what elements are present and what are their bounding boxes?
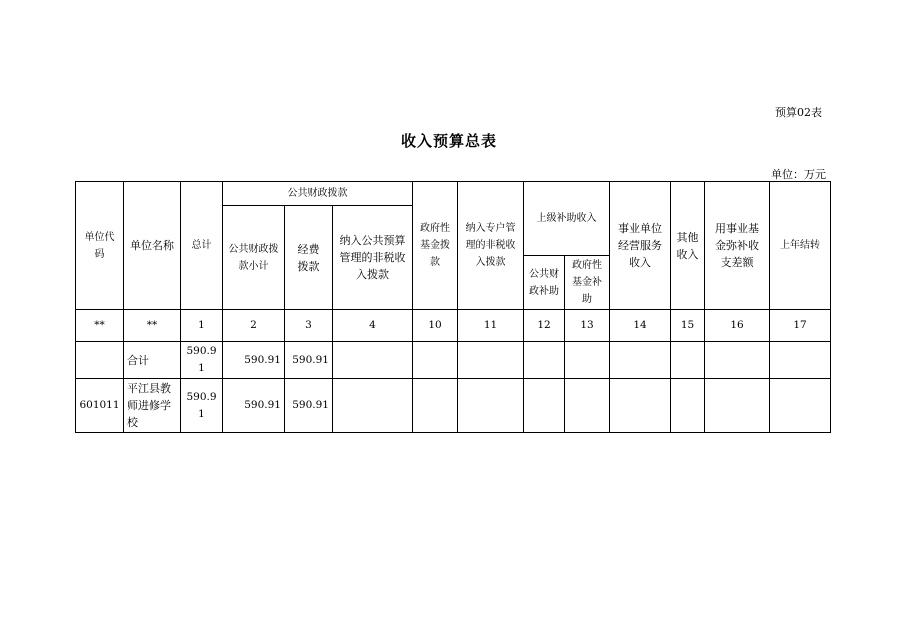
empty-cell <box>565 379 610 433</box>
header-unit-name: 单位名称 <box>124 182 181 310</box>
empty-cell <box>770 342 831 379</box>
header-carryover: 上年结转 <box>770 182 831 310</box>
unit-name-cell: 合计 <box>124 342 181 379</box>
header-gov-fund-subsidy: 政府性基金补助 <box>565 256 610 310</box>
empty-cell <box>610 342 671 379</box>
header-public-fiscal-subtotal: 公共财政拨款小计 <box>223 206 285 310</box>
empty-cell <box>458 342 524 379</box>
index-cell: 4 <box>333 310 413 342</box>
empty-cell <box>524 379 565 433</box>
index-cell: 12 <box>524 310 565 342</box>
index-cell: 16 <box>705 310 770 342</box>
subtotal-cell: 590.91 <box>223 379 285 433</box>
header-business-income: 事业单位经营服务收入 <box>610 182 671 310</box>
total-cell: 590.91 <box>181 342 223 379</box>
empty-cell <box>524 342 565 379</box>
subtotal-cell: 590.91 <box>223 342 285 379</box>
unit-label: 单位：万元 <box>771 168 826 181</box>
empty-cell <box>333 379 413 433</box>
unit-code-cell <box>76 342 124 379</box>
empty-cell <box>770 379 831 433</box>
empty-cell <box>458 379 524 433</box>
empty-cell <box>565 342 610 379</box>
index-cell: ** <box>76 310 124 342</box>
index-cell: 13 <box>565 310 610 342</box>
header-gov-fund: 政府性基金拨款 <box>413 182 458 310</box>
header-public-fiscal-subsidy: 公共财政补助 <box>524 256 565 310</box>
unit-code-cell: 601011 <box>76 379 124 433</box>
index-cell: 15 <box>671 310 705 342</box>
empty-cell <box>413 379 458 433</box>
header-total: 总计 <box>181 182 223 310</box>
index-cell: 14 <box>610 310 671 342</box>
empty-cell <box>610 379 671 433</box>
header-public-fiscal: 公共财政拨款 <box>223 182 413 206</box>
index-cell: 17 <box>770 310 831 342</box>
empty-cell <box>413 342 458 379</box>
header-other-income: 其他收入 <box>671 182 705 310</box>
index-row <box>76 310 831 342</box>
index-cell: 1 <box>181 310 223 342</box>
table-row <box>76 379 831 433</box>
table-row-total <box>76 342 831 379</box>
index-cell: ** <box>124 310 181 342</box>
expense-cell: 590.91 <box>285 379 333 433</box>
expense-cell: 590.91 <box>285 342 333 379</box>
empty-cell <box>671 342 705 379</box>
header-nontax-in-budget: 纳入公共预算管理的非税收入拨款 <box>333 206 413 310</box>
income-budget-table <box>75 181 831 433</box>
header-special-nontax: 纳入专户管理的非税收入拨款 <box>458 182 524 310</box>
empty-cell <box>705 379 770 433</box>
index-cell: 3 <box>285 310 333 342</box>
index-cell: 2 <box>223 310 285 342</box>
empty-cell <box>333 342 413 379</box>
header-fund-offset: 用事业基金弥补收支差额 <box>705 182 770 310</box>
form-code: 预算02表 <box>775 106 822 119</box>
header-expense-allocation: 经费拨款 <box>285 206 333 310</box>
empty-cell <box>705 342 770 379</box>
total-cell: 590.91 <box>181 379 223 433</box>
page-title: 收入预算总表 <box>400 132 497 150</box>
header-unit-code: 单位代码 <box>76 182 124 310</box>
index-cell: 11 <box>458 310 524 342</box>
header-superior-subsidy: 上级补助收入 <box>524 182 610 256</box>
unit-name-cell: 平江县教师进修学校 <box>124 379 181 433</box>
empty-cell <box>671 379 705 433</box>
index-cell: 10 <box>413 310 458 342</box>
